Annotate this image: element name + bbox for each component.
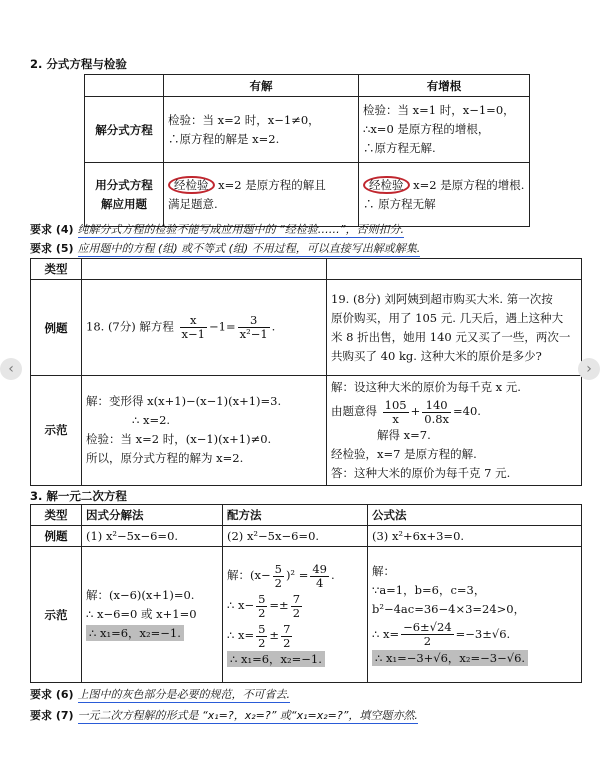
- demo-factor: 解：(x−6)(x+1)=0. ∴ x−6=0 或 x+1=0 ∴ x₁=6，x₂=−1.: [82, 547, 223, 683]
- example-formula: (3) x²+6x+3=0.: [368, 526, 582, 547]
- circled-check-mark: 经检验: [363, 176, 410, 194]
- requirement-7: 要求 (7) 一元二次方程解的形式是 “x₁=?，x₂=?” 或“x₁=x₂=?”，填空题亦然.: [30, 709, 418, 722]
- demo-formula: 解： ∵a=1，b=6，c=3， b²−4ac=36−4×3=24>0， ∴ x= $\frac{-6\pm√24}{2}$ =−3±√6. ∴ x₁=−3+√6，x₂=−3−√6.: [368, 547, 582, 683]
- row-application-label: 用分式方程 解应用题: [85, 163, 164, 227]
- col-has-solution: 有解: [164, 75, 359, 97]
- section-2-title: 2. 分式方程与检验: [30, 57, 127, 71]
- example-18: 18. (7分) 解方程 $\frac{x}{x-1}$ −1= $\frac{3}{\text{x²−1}}$ .: [82, 280, 327, 376]
- example-factor: (1) x²−5x−6=0.: [82, 526, 223, 547]
- demo-18: 解：变形得 x(x+1)−(x−1)(x+1)=3. ∴ x=2. 检验：当 x=2 时，(x−1)(x+1)≠0. 所以，原分式方程的解为 x=2.: [82, 376, 327, 486]
- check-line: 检验：当 x=2 时，x−1≠0，: [168, 112, 320, 127]
- fraction-equation-table: [84, 74, 530, 227]
- section-3-title: 3. 解一元二次方程: [30, 489, 127, 503]
- quadratic-table: 类型 因式分解法 配方法 公式法 例题 (1) x²−5x−6=0. (2) x²−5x−6=0. (3) x²+6x+3=0. 示范 解：(x−6)(x+1)=0. ∴ x−6=0 或 x+1=0 ∴ x₁=6，x₂=−1. 解：(x− $\frac{5}{2}$ )² = $\frac{49}{4}$ . ∴ x− $\frac{5}{2}$ =± $\frac{7}{2}$ ∴ x= $\frac{5}{2}$ ± $\frac{7}{2}$ ∴ x₁=6，x₂=−1. 解： ∵a=1，b=6，c=3， b²−4ac=36−4×3=24>0， ∴ x= $\frac{-6\pm√24}{2}$ =−3±√6. ∴ x₁=−3+√6，x₂=−3−√6.: [30, 504, 582, 683]
- row1-extraneous-cell: [359, 97, 530, 163]
- row1-solution-cell: [164, 97, 359, 163]
- requirement-5: 要求 (5) 应用题中的方程 (组) 或不等式 (组) 不用过程，可以直接写出解或解集.: [30, 242, 421, 255]
- row2-solution-cell: 经检验 x=2 是原方程的解且 满足题意.: [164, 163, 359, 227]
- no-solution-line: ∴原方程无解.: [363, 141, 436, 155]
- example-19: 19. (8分) 刘阿姨到超市购买大米. 第一次按 原价购买，用了 105 元. 几天后，遇上这种大 米 8 折出售，她用 140 元又买了一些，两次一 共购买了 40 kg. 这种大米的原价是多少?: [327, 280, 582, 376]
- prev-arrow-icon[interactable]: ‹: [0, 358, 22, 380]
- circled-check-mark: 经检验: [168, 176, 215, 194]
- demo-complete: 解：(x− $\frac{5}{2}$ )² = $\frac{49}{4}$ . ∴ x− $\frac{5}{2}$ =± $\frac{7}{2}$ ∴ x= $\frac{5}{2}$ ± $\frac{7}{2}$ ∴ x₁=6，x₂=−1.: [223, 547, 368, 683]
- row2-extraneous-cell: 经检验 x=2 是原方程的增根. ∴ 原方程无解: [359, 163, 530, 227]
- example-header: 例题: [31, 280, 82, 376]
- demo-header: 示范: [31, 376, 82, 486]
- extraneous-line: ∴x=0 是原方程的增根，: [363, 122, 490, 136]
- requirement-4: 要求 (4) 纯解分式方程的检验不能写成应用题中的 “经检验……”，否则扣分.: [30, 223, 404, 236]
- next-arrow-icon[interactable]: ›: [578, 358, 600, 380]
- example-complete: (2) x²−5x−6=0.: [223, 526, 368, 547]
- example-table: [30, 258, 582, 486]
- check-line: 检验：当 x=1 时，x−1=0，: [363, 103, 515, 117]
- solution-line: ∴原方程的解是 x=2.: [168, 131, 280, 146]
- row-solve-label: 解分式方程: [85, 97, 164, 163]
- demo-19: 解：设这种大米的原价为每千克 x 元. 由题意得 $\frac{105}{x}$ + $\frac{140}{0.8x}$ =40. 解得 x=7. 经检验，x=7 是原方程的解. 答：这种大米的原价为每千克 7 元.: [327, 376, 582, 486]
- requirement-6: 要求 (6) 上图中的灰色部分是必要的规范，不可省去.: [30, 688, 291, 701]
- type-header: 类型: [31, 259, 82, 280]
- col-extraneous-root: 有增根: [359, 75, 530, 97]
